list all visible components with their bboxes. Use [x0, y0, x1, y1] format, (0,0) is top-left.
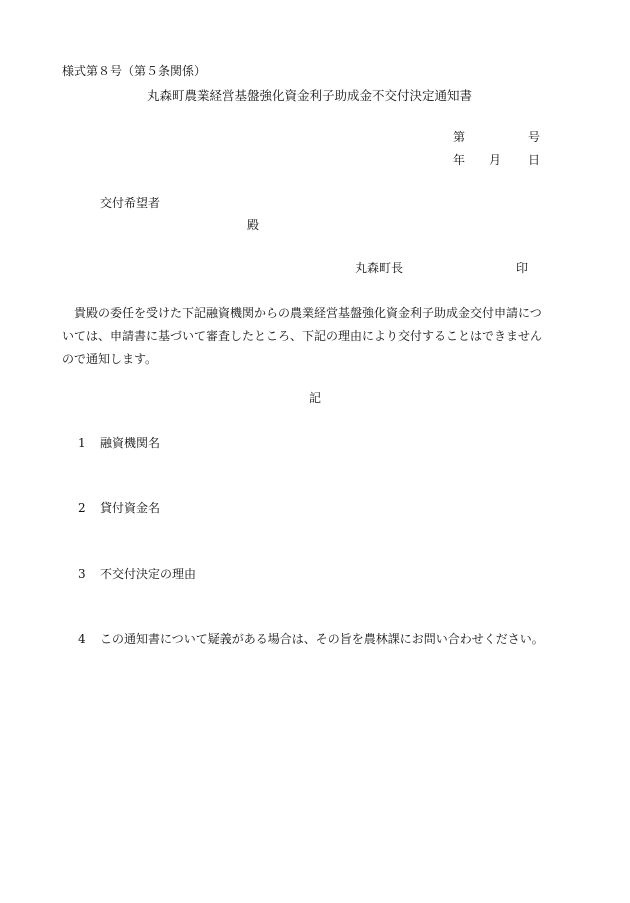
item-label: この通知書について疑義がある場合は、その旨を農林課にお問い合わせください。 — [100, 632, 544, 646]
item-number: 3 — [78, 567, 86, 581]
seal-mark: 印 — [516, 261, 529, 275]
item-number: 1 — [78, 436, 86, 450]
body-line: 貴殿の委任を受けた下記融資機関からの農業経営基盤強化資金利子助成金交付申請につ — [62, 306, 542, 320]
addressee-label: 交付希望者 — [100, 196, 161, 210]
date-year-label: 年 — [453, 153, 466, 167]
body-line: いては、申請書に基づいて審査したところ、下記の理由により交付することはできません — [62, 329, 543, 343]
date-month-label: 月 — [489, 153, 502, 167]
sender-title: 丸森町長 — [355, 261, 404, 275]
item-label: 不交付決定の理由 — [100, 567, 197, 581]
item-number: 2 — [78, 501, 86, 515]
item-label: 融資機関名 — [100, 436, 161, 450]
number-suffix: 号 — [528, 130, 541, 144]
item-inquiry-note — [78, 631, 544, 647]
item-number: 4 — [78, 632, 86, 646]
item-financial-institution — [78, 435, 160, 451]
ki-heading: 記 — [309, 391, 322, 405]
body-paragraph — [62, 302, 576, 371]
number-prefix: 第 — [453, 130, 466, 144]
item-label: 貸付資金名 — [100, 501, 161, 515]
item-rejection-reason — [78, 566, 196, 582]
form-label: 様式第８号（第５条関係） — [62, 64, 207, 78]
body-line: ので通知します。 — [62, 352, 158, 366]
date-day-label: 日 — [528, 153, 541, 167]
document-title: 丸森町農業経営基盤強化資金利子助成金不交付決定通知書 — [147, 88, 473, 103]
addressee-honorific: 殿 — [247, 218, 260, 232]
item-loan-fund — [78, 500, 160, 516]
